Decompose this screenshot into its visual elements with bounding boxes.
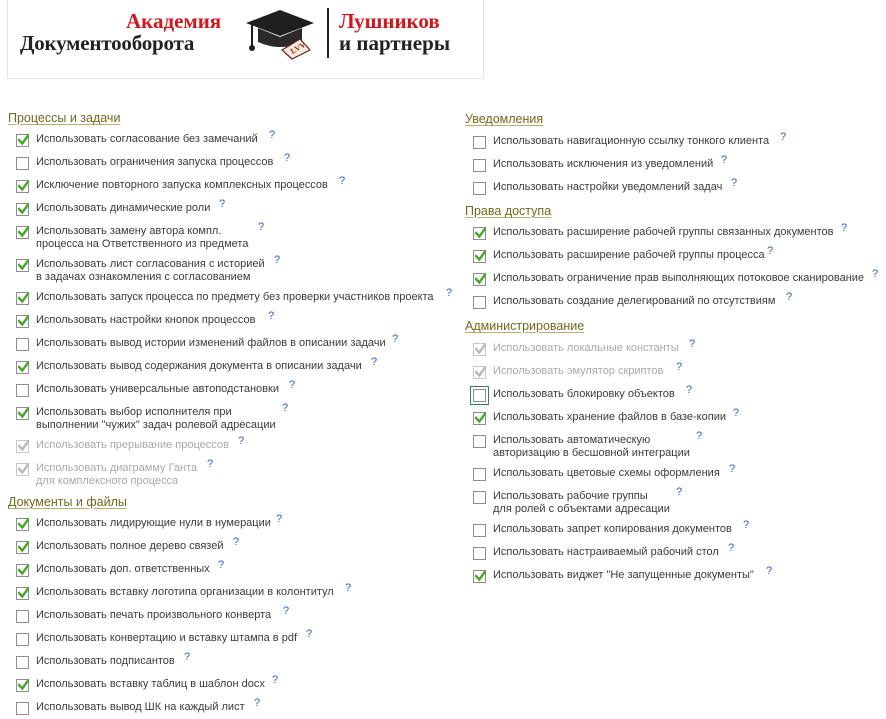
setting-label[interactable]: Использовать цветовые схемы оформления bbox=[493, 467, 720, 479]
setting-row[interactable] bbox=[16, 314, 256, 328]
setting-row[interactable] bbox=[16, 202, 210, 216]
setting-label[interactable]: Использовать запуск процесса по предмету без проверки участников проекта bbox=[36, 291, 434, 303]
checkmark-icon bbox=[18, 407, 29, 419]
setting-row[interactable] bbox=[16, 383, 279, 397]
setting-label[interactable]: Использовать настраиваемый рабочий стол bbox=[493, 546, 719, 558]
help-link[interactable]: ? bbox=[272, 674, 279, 686]
setting-label[interactable]: Использовать универсальные автоподстановки bbox=[36, 383, 279, 395]
setting-row[interactable] bbox=[473, 523, 732, 537]
help-link[interactable]: ? bbox=[254, 697, 261, 709]
help-link[interactable]: ? bbox=[184, 651, 191, 663]
setting-row[interactable] bbox=[16, 632, 297, 646]
help-link[interactable]: ? bbox=[721, 154, 728, 166]
logo-line-partners: и партнеры bbox=[339, 31, 451, 55]
checkmark-icon bbox=[18, 679, 29, 691]
section-documents-title: Документы и файлы bbox=[8, 495, 127, 509]
checkbox-checked[interactable] bbox=[16, 292, 29, 305]
setting-label[interactable]: Использовать лист согласования с историей в задачах ознакомления с согласованием bbox=[36, 258, 265, 283]
setting-row[interactable] bbox=[473, 342, 679, 356]
setting-row[interactable] bbox=[16, 563, 210, 577]
help-link[interactable]: ? bbox=[731, 177, 738, 189]
help-link[interactable]: ? bbox=[689, 338, 696, 350]
section-access-title: Права доступа bbox=[465, 204, 552, 218]
setting-label[interactable]: Использовать лидирующие нули в нумерации bbox=[36, 517, 271, 529]
checkbox-checked[interactable] bbox=[16, 203, 29, 216]
checkmark-icon bbox=[18, 315, 29, 327]
setting-label[interactable]: Использовать печать произвольного конверта bbox=[36, 609, 272, 621]
checkbox-checked[interactable] bbox=[16, 361, 29, 374]
logo-badge: LVV bbox=[288, 40, 308, 56]
checkbox-checked[interactable] bbox=[473, 250, 486, 263]
section-notifications-title: Уведомления bbox=[465, 112, 544, 126]
setting-label[interactable]: Использовать расширение рабочей группы связанных документов bbox=[493, 226, 834, 238]
setting-row[interactable] bbox=[473, 272, 864, 286]
checkmark-icon bbox=[475, 570, 486, 582]
checkmark-icon bbox=[475, 250, 486, 262]
setting-row[interactable] bbox=[16, 439, 229, 453]
setting-label[interactable]: Использовать согласование без замечаний bbox=[36, 133, 258, 145]
help-link[interactable]: ? bbox=[238, 435, 245, 447]
setting-row[interactable] bbox=[16, 609, 271, 623]
help-link[interactable]: ? bbox=[276, 513, 283, 525]
help-link[interactable]: ? bbox=[676, 361, 683, 373]
setting-label[interactable]: Использовать вывод истории изменений файлов в описании задачи bbox=[36, 337, 386, 349]
help-link[interactable]: ? bbox=[676, 486, 683, 498]
help-link[interactable]: ? bbox=[696, 430, 703, 442]
checkbox-unchecked[interactable] bbox=[16, 656, 29, 669]
checkbox-checked[interactable] bbox=[16, 564, 29, 577]
checkbox-checked[interactable] bbox=[16, 407, 29, 420]
setting-label[interactable]: Использовать виджет "Не запущенные документы" bbox=[493, 569, 754, 581]
checkbox-unchecked[interactable] bbox=[16, 633, 29, 646]
setting-label[interactable]: Использовать рабочие группы для ролей с объектами адресации bbox=[493, 490, 670, 515]
help-link[interactable]: ? bbox=[446, 287, 453, 299]
help-link[interactable]: ? bbox=[841, 222, 848, 234]
checkbox-unchecked[interactable] bbox=[473, 182, 486, 195]
checkbox-checked[interactable] bbox=[16, 134, 29, 147]
checkbox-checked[interactable] bbox=[16, 587, 29, 600]
setting-row[interactable] bbox=[16, 179, 328, 193]
setting-row[interactable] bbox=[16, 462, 197, 488]
checkmark-icon bbox=[18, 361, 29, 373]
checkbox-unchecked[interactable] bbox=[473, 389, 486, 402]
setting-label[interactable]: Использовать конвертацию и вставку штампа в pdf bbox=[36, 632, 298, 644]
help-link[interactable]: ? bbox=[269, 129, 276, 141]
setting-label[interactable]: Использовать навигационную ссылку тонкого клиента bbox=[493, 135, 770, 147]
logo bbox=[7, 0, 484, 79]
checkbox-unchecked[interactable] bbox=[473, 491, 486, 504]
checkmark-icon bbox=[18, 463, 29, 475]
checkbox-unchecked[interactable] bbox=[16, 384, 29, 397]
setting-label[interactable]: Использовать прерывание процессов bbox=[36, 439, 229, 451]
checkbox-unchecked[interactable] bbox=[473, 468, 486, 481]
logo-line-lushnikov: Лушников bbox=[339, 9, 440, 33]
checkbox-checked[interactable] bbox=[16, 315, 29, 328]
checkbox-checked[interactable] bbox=[16, 259, 29, 272]
help-link[interactable]: ? bbox=[284, 152, 291, 164]
setting-row[interactable] bbox=[16, 133, 258, 147]
setting-label[interactable]: Использовать полное дерево связей bbox=[36, 540, 224, 552]
help-link[interactable]: ? bbox=[766, 565, 773, 577]
help-link[interactable]: ? bbox=[728, 542, 735, 554]
checkbox-unchecked[interactable] bbox=[473, 547, 486, 560]
setting-label[interactable]: Использовать расширение рабочей группы процесса bbox=[493, 249, 765, 261]
section-admin-title: Администрирование bbox=[465, 319, 585, 333]
setting-label[interactable]: Использовать динамические роли bbox=[36, 202, 211, 214]
help-link[interactable]: ? bbox=[392, 333, 399, 345]
setting-label[interactable]: Использовать блокировку объектов bbox=[493, 388, 675, 400]
checkbox-unchecked[interactable] bbox=[473, 159, 486, 172]
setting-row[interactable] bbox=[473, 490, 670, 516]
help-link[interactable]: ? bbox=[274, 254, 281, 266]
setting-label[interactable]: Использовать исключения из уведомлений bbox=[493, 158, 714, 170]
setting-label[interactable]: Использовать доп. ответственных bbox=[36, 563, 210, 575]
setting-row[interactable] bbox=[16, 517, 271, 531]
checkmark-icon bbox=[18, 587, 29, 599]
checkbox-checked[interactable] bbox=[16, 226, 29, 239]
checkbox-unchecked[interactable] bbox=[16, 338, 29, 351]
setting-label[interactable]: Использовать вывод ШК на каждый лист bbox=[36, 701, 245, 713]
help-link[interactable]: ? bbox=[306, 628, 313, 640]
checkmark-icon bbox=[18, 259, 29, 271]
help-link[interactable]: ? bbox=[786, 291, 793, 303]
help-link[interactable]: ? bbox=[268, 310, 275, 322]
setting-label[interactable]: Использовать локальные константы bbox=[493, 342, 679, 354]
setting-label[interactable]: Использовать подписантов bbox=[36, 655, 175, 667]
checkbox-checked[interactable] bbox=[16, 541, 29, 554]
checkbox-checked[interactable] bbox=[473, 570, 486, 583]
checkmark-icon bbox=[475, 273, 486, 285]
setting-row[interactable] bbox=[16, 225, 248, 251]
checkbox-unchecked[interactable] bbox=[473, 136, 486, 149]
setting-label[interactable]: Использовать хранение файлов в базе-копии bbox=[493, 411, 726, 423]
section-processes-title: Процессы и задачи bbox=[8, 111, 121, 125]
checkbox-unchecked[interactable] bbox=[473, 435, 486, 448]
help-link[interactable]: ? bbox=[686, 384, 693, 396]
setting-label[interactable]: Использовать создание делегирований по отсутствиям bbox=[493, 295, 776, 307]
help-link[interactable]: ? bbox=[780, 131, 787, 143]
logo-line-academy: Академия bbox=[126, 9, 222, 33]
help-link[interactable]: ? bbox=[207, 458, 214, 470]
setting-label[interactable]: Использовать вставку таблиц в шаблон docx bbox=[36, 678, 265, 690]
setting-row[interactable] bbox=[473, 226, 833, 240]
setting-label[interactable]: Использовать настройки кнопок процессов bbox=[36, 314, 256, 326]
setting-row[interactable] bbox=[16, 701, 245, 715]
checkbox-checked[interactable] bbox=[16, 679, 29, 692]
setting-row[interactable] bbox=[473, 546, 719, 560]
setting-label[interactable]: Использовать автоматическую авторизацию в бесшовной интеграции bbox=[493, 434, 690, 459]
checkmark-icon bbox=[18, 440, 29, 452]
setting-label[interactable]: Использовать запрет копирования документов bbox=[493, 523, 732, 535]
setting-row[interactable] bbox=[16, 360, 362, 374]
checkmark-icon bbox=[18, 564, 29, 576]
setting-row[interactable] bbox=[16, 156, 273, 170]
help-link[interactable]: ? bbox=[339, 175, 346, 187]
setting-row[interactable] bbox=[16, 258, 265, 284]
setting-row[interactable] bbox=[473, 388, 675, 402]
setting-row[interactable] bbox=[16, 540, 224, 554]
help-link[interactable]: ? bbox=[218, 559, 225, 571]
help-link[interactable]: ? bbox=[258, 221, 265, 233]
setting-label[interactable]: Использовать настройки уведомлений задач bbox=[493, 181, 723, 193]
setting-label[interactable]: Использовать вставку логотипа организации в колонтитул bbox=[36, 586, 334, 598]
help-link[interactable]: ? bbox=[767, 245, 774, 257]
graduation-cap-icon bbox=[242, 6, 316, 60]
setting-label[interactable]: Использовать замену автора компл. процесса на Ответственного из предмета bbox=[36, 225, 249, 250]
checkmark-icon bbox=[18, 226, 29, 238]
checkmark-icon bbox=[475, 343, 486, 355]
checkmark-icon bbox=[18, 180, 29, 192]
setting-label[interactable]: Исключение повторного запуска комплексных процессов bbox=[36, 179, 328, 191]
checkbox-checked[interactable] bbox=[16, 518, 29, 531]
help-link[interactable]: ? bbox=[743, 519, 750, 531]
checkmark-icon bbox=[18, 292, 29, 304]
setting-row[interactable] bbox=[16, 678, 265, 692]
checkmark-icon bbox=[475, 366, 486, 378]
setting-row[interactable] bbox=[16, 291, 434, 305]
checkbox-checked[interactable] bbox=[473, 412, 486, 425]
help-link[interactable]: ? bbox=[371, 356, 378, 368]
checkbox-unchecked[interactable] bbox=[16, 702, 29, 715]
setting-row[interactable] bbox=[473, 365, 663, 379]
setting-label[interactable]: Использовать выбор исполнителя при выполнении "чужих" задач ролевой адресации bbox=[36, 406, 276, 431]
setting-label[interactable]: Использовать эмулятор скриптов bbox=[493, 365, 664, 377]
setting-row[interactable] bbox=[473, 467, 720, 481]
checkbox-checked[interactable] bbox=[16, 180, 29, 193]
checkbox-unchecked[interactable] bbox=[16, 157, 29, 170]
checkmark-icon bbox=[18, 518, 29, 530]
help-link[interactable]: ? bbox=[733, 407, 740, 419]
checkmark-icon bbox=[18, 541, 29, 553]
help-link[interactable]: ? bbox=[729, 463, 736, 475]
checkbox-unchecked[interactable] bbox=[16, 610, 29, 623]
checkbox-checked bbox=[473, 366, 486, 379]
help-link[interactable]: ? bbox=[219, 198, 226, 210]
help-link[interactable]: ? bbox=[872, 268, 879, 280]
setting-row[interactable] bbox=[16, 655, 175, 669]
help-link[interactable]: ? bbox=[233, 536, 240, 548]
setting-row[interactable] bbox=[473, 434, 690, 460]
checkmark-icon bbox=[18, 134, 29, 146]
setting-row[interactable] bbox=[473, 181, 722, 195]
checkbox-unchecked[interactable] bbox=[473, 524, 486, 537]
setting-label[interactable]: Использовать диаграмму Ганта для комплексного процесса bbox=[36, 462, 198, 487]
checkbox-checked bbox=[473, 343, 486, 356]
setting-row[interactable] bbox=[473, 295, 775, 309]
setting-label[interactable]: Использовать ограничения запуска процессов bbox=[36, 156, 274, 168]
logo-line-docflow: Документооборота bbox=[20, 31, 195, 55]
setting-row[interactable] bbox=[16, 586, 334, 600]
checkmark-icon bbox=[475, 227, 486, 239]
checkbox-unchecked[interactable] bbox=[473, 296, 486, 309]
setting-row[interactable] bbox=[473, 569, 754, 583]
setting-row[interactable] bbox=[473, 158, 713, 172]
checkbox-checked bbox=[16, 440, 29, 453]
help-link[interactable]: ? bbox=[345, 582, 352, 594]
setting-row[interactable] bbox=[473, 249, 765, 263]
checkmark-icon bbox=[475, 412, 486, 424]
checkmark-icon bbox=[18, 203, 29, 215]
setting-row[interactable] bbox=[473, 135, 769, 149]
setting-label[interactable]: Использовать ограничение прав выполняющих потоковое сканирование bbox=[493, 272, 865, 284]
checkbox-checked[interactable] bbox=[473, 227, 486, 240]
help-link[interactable]: ? bbox=[283, 605, 290, 617]
setting-row[interactable] bbox=[16, 337, 386, 351]
checkbox-checked[interactable] bbox=[473, 273, 486, 286]
setting-row[interactable] bbox=[16, 406, 276, 432]
logo-separator bbox=[327, 8, 329, 58]
help-link[interactable]: ? bbox=[289, 379, 296, 391]
checkbox-checked bbox=[16, 463, 29, 476]
help-link[interactable]: ? bbox=[282, 402, 289, 414]
setting-label[interactable]: Использовать вывод содержания документа в описании задачи bbox=[36, 360, 362, 372]
setting-row[interactable] bbox=[473, 411, 726, 425]
